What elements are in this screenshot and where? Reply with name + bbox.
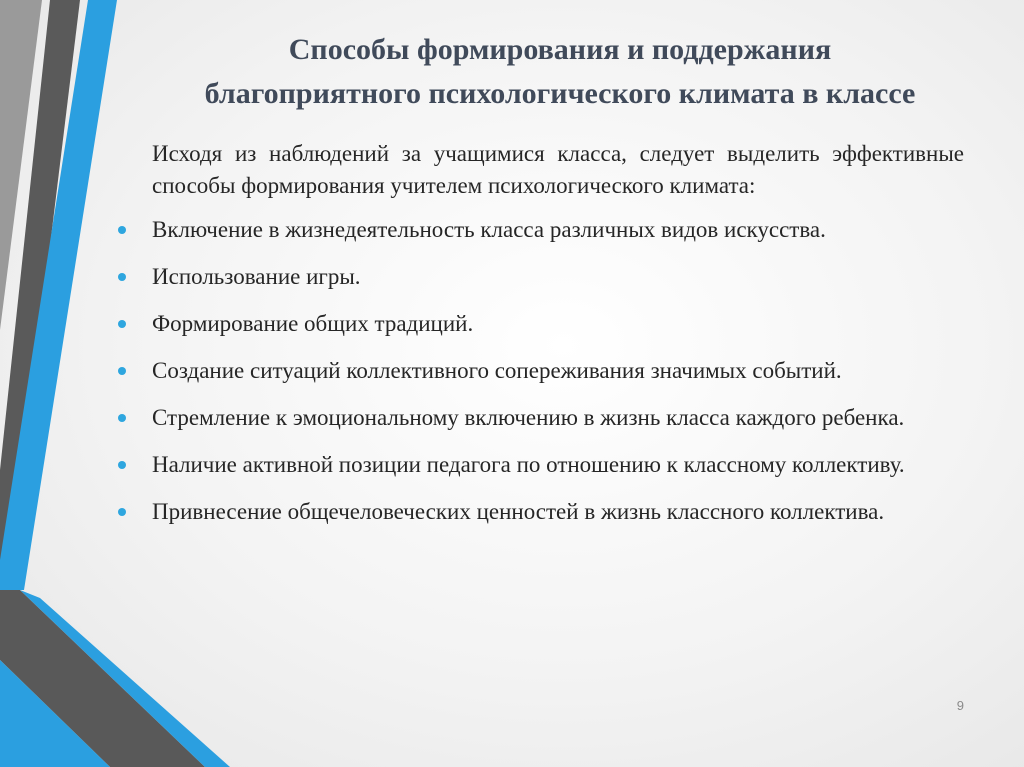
list-item-text: Наличие активной позиции педагога по отношению к классному коллективу.	[152, 452, 905, 477]
bullet-dot	[118, 414, 126, 422]
list-item-text: Стремление к эмоциональному включению в жизнь класса каждого ребенка.	[152, 405, 905, 430]
list-item-text: Включение в жизнедеятельность класса различных видов искусства.	[152, 217, 826, 242]
bullet-dot	[118, 273, 126, 281]
list-item-text: Создание ситуаций коллективного сопереживания значимых событий.	[152, 358, 842, 383]
list-item-text: Привнесение общечеловеческих ценностей в жизнь классного коллектива.	[152, 499, 885, 524]
list-item	[118, 261, 964, 293]
bullet-dot	[118, 461, 126, 469]
list-item	[118, 402, 964, 434]
title-line-1: Способы формирования и поддержания	[288, 33, 832, 66]
list-item	[118, 496, 964, 528]
bullet-dot	[118, 226, 126, 234]
list-item	[118, 449, 964, 481]
list-item	[118, 308, 964, 340]
page-number: 9	[956, 698, 964, 713]
bullet-dot	[118, 508, 126, 516]
slide-content	[118, 138, 964, 543]
title-line-2: благоприятного психологического климата в классе	[204, 77, 916, 110]
bullet-dot	[118, 320, 126, 328]
bullet-dot	[118, 367, 126, 375]
list-item	[118, 214, 964, 246]
list-item-text: Использование игры.	[152, 264, 361, 289]
list-item-text: Формирование общих традиций.	[152, 311, 474, 336]
intro-paragraph: Исходя из наблюдений за учащимися класса, следует выделить эффективные способы формирования учителем психологического климата:	[152, 141, 964, 198]
list-item	[118, 355, 964, 387]
slide-title	[90, 28, 1024, 116]
bullet-list	[118, 214, 964, 528]
